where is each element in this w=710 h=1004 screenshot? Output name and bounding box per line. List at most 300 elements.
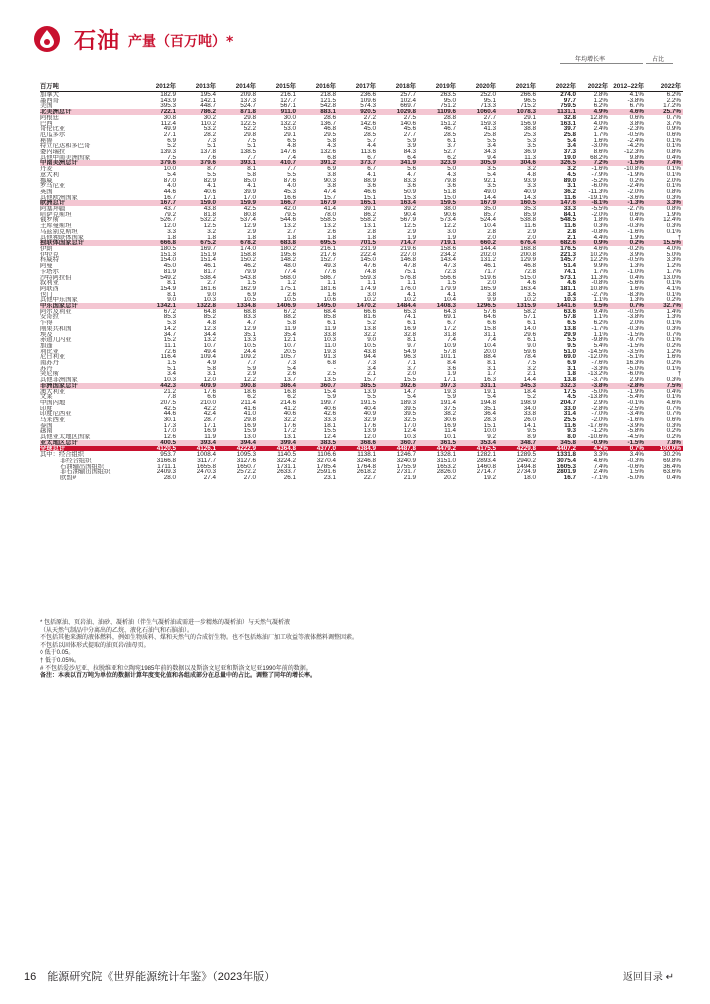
cell-value: 165.9: [480, 285, 496, 292]
cell-value: 2.4%: [593, 126, 608, 132]
cell-value: 189.3: [400, 399, 416, 406]
row-label: 其中：经合组织: [40, 451, 85, 458]
cell-value: 174.9: [360, 285, 376, 292]
column-header: 2021年: [498, 82, 538, 92]
cell-value: 2.6: [287, 291, 296, 298]
cell-value: 34.7: [163, 331, 176, 338]
cell-value: 18.0: [523, 475, 536, 481]
cell-value: 0.1%: [666, 394, 681, 400]
cell-value: 43.7: [163, 206, 176, 212]
cell-value: 660.2: [458, 240, 498, 246]
cell-value: 1.6: [327, 291, 336, 298]
cell-value: -5.0%: [627, 365, 644, 372]
cell-value: 145.7: [560, 257, 576, 264]
cell-value: 537.4: [240, 217, 256, 224]
cell-value: 16.7: [563, 475, 576, 481]
cell-value: 18.1: [323, 422, 336, 429]
cell-value: 49.9: [163, 126, 176, 132]
cell-value: 30.8: [163, 114, 176, 121]
cell-value: 5.8: [207, 365, 216, 372]
cell-value: 52.2: [243, 126, 256, 132]
cell-value: 1282.1: [476, 451, 496, 458]
cell-value: 1060.4: [458, 109, 498, 115]
cell-value: 3.4: [567, 291, 576, 298]
cell-value: 5.0%: [666, 251, 681, 258]
row-label: 挪威: [40, 177, 53, 184]
cell-value: 30.6: [443, 417, 456, 423]
cell-value: 25.3: [523, 131, 536, 138]
cell-value: 129.9: [520, 257, 536, 264]
cell-value: 10.4: [443, 297, 456, 304]
row-label: 欧盟#: [60, 475, 77, 481]
cell-value: 1328.1: [436, 451, 456, 458]
cell-value: 7.8: [167, 394, 176, 400]
cell-value: 71.7: [483, 268, 496, 275]
cell-value: 63.6: [563, 308, 576, 315]
cell-value: 1.6%: [629, 285, 644, 292]
cell-value: 5.7: [367, 137, 376, 144]
row-label: 委内瑞拉: [40, 149, 66, 155]
cell-value: 79.5: [283, 211, 296, 218]
row-label: 中东国家总计: [40, 303, 138, 309]
cell-value: 252.0: [480, 91, 496, 98]
cell-value: 72.8: [523, 268, 536, 275]
cell-value: 257.7: [400, 91, 416, 98]
cell-value: 78.4: [523, 354, 536, 361]
cell-value: 3.5: [527, 291, 536, 298]
cell-value: 2801.9: [556, 469, 576, 476]
cell-value: 1.4%: [666, 308, 681, 315]
cell-value: 1408.3: [418, 303, 458, 309]
row-label: 美国: [40, 103, 53, 110]
cell-value: 10.5: [243, 342, 256, 349]
cell-value: 1.2: [287, 280, 296, 286]
cell-value: 4120.5: [138, 446, 178, 452]
back-to-contents-link[interactable]: [623, 968, 674, 983]
cell-value: 39.9: [243, 188, 256, 195]
row-label: 特立尼达和多巴哥: [40, 143, 91, 150]
cell-value: 29.1: [523, 114, 536, 121]
cell-value: 33.8: [323, 331, 336, 338]
cell-value: 26.0: [523, 417, 536, 423]
page-header: [34, 24, 233, 54]
cell-value: 10.3: [203, 297, 216, 304]
cell-value: †: [677, 371, 681, 378]
cell-value: 18.4: [523, 388, 536, 395]
cell-value: 3.2: [567, 166, 576, 172]
cell-value: 3.3%: [646, 200, 683, 206]
cell-value: 159.5: [418, 200, 458, 206]
cell-value: 305.9: [458, 160, 498, 166]
cell-value: -3.8%: [578, 383, 610, 389]
cell-value: 43.8: [203, 206, 216, 212]
cell-value: 10.0: [483, 428, 496, 435]
cell-value: 9.7: [407, 342, 416, 349]
cell-value: 1078.3: [498, 109, 538, 115]
cell-value: -3.8%: [627, 97, 644, 104]
cell-value: 89.0: [563, 177, 576, 184]
cell-value: 146.8: [400, 257, 416, 264]
cell-value: 7.2%: [578, 160, 610, 166]
row-label: 丹麦: [40, 166, 53, 172]
cell-value: 1.9%: [666, 211, 681, 218]
cell-value: 42.6: [323, 411, 336, 418]
page-title: 石油: [74, 28, 121, 54]
cell-value: 532.2: [200, 217, 216, 224]
cell-value: -1.2%: [591, 428, 608, 435]
cell-value: 4.7: [247, 320, 256, 326]
cell-value: 6.5: [287, 137, 296, 144]
production-table: [40, 82, 683, 481]
cell-value: 4407.2: [538, 446, 578, 452]
cell-value: 36.2: [563, 188, 576, 195]
cell-value: 10.8%: [590, 285, 608, 292]
cell-value: 32.7%: [646, 303, 683, 309]
cell-value: 1.3%: [666, 314, 681, 321]
cell-value: 11.6: [564, 194, 576, 201]
cell-value: 1008.4: [196, 451, 216, 458]
cell-value: 0.1%: [666, 166, 681, 172]
cell-value: 1.2%: [593, 97, 608, 104]
cell-value: 14.1: [523, 422, 536, 429]
cell-value: 4.5: [567, 394, 576, 400]
cell-value: 4.6%: [593, 245, 608, 252]
cell-value: 88.4: [483, 354, 496, 361]
cell-value: 6.2%: [593, 320, 608, 326]
cell-value: 29.1: [283, 131, 296, 138]
row-label: 尼日利亚: [40, 354, 66, 361]
footer-source: 能源研究院《世界能源统计年鉴》（2023年版）: [47, 971, 276, 983]
cell-value: -2.8%: [610, 383, 646, 389]
cell-value: 29.8: [243, 114, 256, 121]
cell-value: 113.6: [360, 149, 376, 155]
cell-value: 36.4%: [663, 463, 681, 470]
row-label: 非洲国家总计: [40, 383, 138, 389]
cell-value: 175.1: [280, 285, 296, 292]
cell-value: 383.5: [298, 440, 338, 446]
cell-value: 6.2%: [666, 91, 681, 98]
cell-value: 17.1: [203, 194, 216, 201]
cell-value: 166.7: [258, 200, 298, 206]
cell-value: 5.5: [207, 171, 216, 178]
cell-value: 33.0: [563, 405, 576, 412]
cell-value: 1.5: [247, 280, 256, 286]
row-label: 其他非洲国家: [40, 377, 78, 383]
cell-value: 25.5: [563, 417, 576, 423]
cell-value: -7.6%: [591, 360, 608, 366]
cell-value: 1653.2: [436, 463, 456, 470]
row-label: 欧洲总计: [40, 200, 138, 206]
table-header-row: [40, 82, 683, 92]
cell-value: 4.0%: [593, 120, 608, 127]
cell-value: 15.7: [323, 194, 336, 201]
cell-value: -1.5%: [627, 331, 644, 338]
cell-value: 393.1: [218, 160, 258, 166]
cell-value: 4.0%: [666, 245, 681, 252]
cell-value: 4.6: [527, 280, 536, 286]
cell-value: 326.5: [538, 160, 578, 166]
cell-value: 1.8%: [593, 217, 608, 224]
cell-value: 42.2: [203, 405, 216, 412]
cell-value: 3.6: [367, 183, 376, 189]
cell-value: 2.0: [487, 234, 496, 241]
cell-value: 3.8: [327, 183, 336, 189]
cell-value: 57.8: [563, 314, 576, 321]
cell-value: -6.0%: [591, 183, 608, 189]
cell-value: 1.7: [487, 371, 496, 378]
cell-value: 1494.8: [516, 463, 536, 470]
cell-value: 202.0: [480, 251, 496, 258]
cell-value: 4.8: [287, 143, 296, 150]
cell-value: 568.0: [280, 274, 296, 281]
cell-value: 80.8: [243, 211, 256, 218]
cell-value: 10.7: [203, 342, 216, 349]
cell-value: 95.1: [483, 97, 496, 104]
cell-value: -1.5%: [610, 160, 646, 166]
cell-value: 100.0%: [646, 446, 683, 452]
cell-value: 194.8: [480, 399, 496, 406]
footnote: † 低于0.05%。: [40, 657, 81, 664]
cell-value: 15.1: [363, 194, 376, 201]
cell-value: 5.2: [167, 143, 176, 150]
cell-value: 3.4: [367, 365, 376, 372]
cell-value: 6.6: [487, 320, 496, 326]
cell-value: 3.0: [447, 228, 456, 235]
cell-value: 13.5: [323, 377, 336, 383]
row-label: 乍得: [40, 320, 53, 326]
cell-value: 3270.4: [316, 458, 336, 464]
cell-value: 13.7: [283, 377, 296, 383]
cell-value: 69.8%: [663, 458, 681, 464]
cell-value: 116.4: [160, 354, 176, 361]
cell-value: 147.6: [280, 149, 296, 155]
cell-value: 2.5: [327, 371, 336, 378]
cell-value: -5.0%: [591, 388, 608, 395]
cell-value: 3.8: [487, 291, 496, 298]
footnote: 不包括其他来源的液体燃料，例如生物质料、煤和天然气的合成衍生物。也不包括炼油厂加工收益等液体燃料调整因素。: [40, 635, 359, 642]
cell-value: 17.6: [203, 388, 216, 395]
footnotes: [40, 620, 670, 681]
cell-value: 101.1: [440, 354, 456, 361]
column-header: 2022年: [646, 82, 683, 92]
cell-value: 217.6: [320, 251, 336, 258]
cell-value: 4229.8: [498, 446, 538, 452]
cell-value: 5.5: [487, 137, 496, 144]
row-label: 马来西亚: [40, 417, 66, 423]
cell-value: 142.1: [200, 97, 216, 104]
cell-value: -1.3%: [610, 200, 646, 206]
cell-value: 53.2: [203, 126, 216, 132]
row-label: 其他欧洲国家: [40, 194, 78, 201]
cell-value: 17.2: [443, 325, 456, 332]
cell-value: 0.1%: [666, 137, 681, 144]
cell-value: 3.1: [567, 365, 576, 372]
cell-value: -3.4%: [627, 411, 644, 418]
cell-value: 7.4%: [646, 160, 683, 166]
cell-value: 162.9: [240, 285, 256, 292]
cell-value: 32.5: [403, 417, 416, 423]
cell-value: 167.7: [138, 200, 178, 206]
cell-value: 5.1: [247, 143, 256, 150]
cell-value: 12.9: [243, 325, 256, 332]
cell-value: 6.9: [247, 291, 256, 298]
row-label: 土库曼斯坦: [40, 223, 72, 229]
cell-value: 6.7%: [629, 103, 644, 110]
cell-value: 1.1: [367, 280, 376, 286]
cell-value: 6.1: [447, 137, 456, 144]
cell-value: 40.6: [323, 405, 336, 412]
cell-value: 81.7: [203, 268, 216, 275]
cell-value: 559.3: [360, 274, 376, 281]
cell-value: 10.5: [283, 297, 296, 304]
row-label: 安哥拉: [40, 314, 59, 321]
cell-value: 13.2: [323, 223, 336, 229]
cell-value: 16.9: [403, 325, 416, 332]
cell-value: 7.3: [287, 360, 296, 366]
cell-value: 10.2: [403, 297, 416, 304]
row-label: 南苏丹: [40, 360, 59, 366]
cell-value: 12.3: [203, 325, 216, 332]
cell-value: 394.4: [218, 440, 258, 446]
cell-value: 30.1: [163, 417, 176, 423]
cell-value: 6.9: [567, 360, 576, 366]
cell-value: 263.5: [440, 91, 456, 98]
row-label: 北美洲总计: [40, 109, 138, 115]
cell-value: 22.7: [363, 475, 376, 481]
cell-value: 32.9: [363, 417, 376, 423]
cell-value: 45.0: [363, 126, 376, 132]
cell-value: 121.5: [320, 97, 336, 104]
cell-value: 81.9: [163, 268, 176, 275]
cell-value: 47.6: [363, 263, 376, 269]
cell-value: 4.3: [327, 143, 336, 150]
cell-value: 11.9: [284, 325, 296, 332]
cell-value: 151.3: [160, 251, 176, 258]
cell-value: 68.8: [243, 308, 256, 315]
cell-value: 1109.6: [418, 109, 458, 115]
cell-value: 159.3: [480, 120, 496, 127]
cell-value: 3.7: [407, 365, 416, 372]
cell-value: 15.1: [483, 422, 496, 429]
cell-value: 18.6: [243, 388, 256, 395]
cell-value: 144.4: [480, 245, 496, 252]
cell-value: 2.4%: [593, 469, 608, 476]
cell-value: 13.3: [243, 337, 256, 343]
cell-value: -0.3%: [627, 458, 644, 464]
cell-value: 28.7: [203, 417, 216, 423]
cell-value: 2409.3: [156, 469, 176, 476]
cell-value: 109.6: [360, 97, 376, 104]
oil-drop-icon: [34, 26, 60, 52]
cell-value: 9.8%: [629, 154, 644, 161]
cell-value: 0.8%: [666, 206, 681, 212]
cell-value: 3.1: [207, 371, 216, 378]
cell-value: 1460.8: [476, 463, 496, 470]
cell-value: 5.4: [287, 365, 296, 372]
cell-value: 216.1: [280, 91, 296, 98]
cell-value: 9.5: [567, 342, 576, 349]
cell-value: 390.8: [218, 383, 258, 389]
cell-value: 2714.7: [476, 469, 496, 476]
cell-value: 8.1: [167, 291, 176, 298]
cell-value: 163.1: [560, 120, 576, 127]
cell-value: 7.5: [527, 360, 536, 366]
cell-value: 1755.9: [396, 463, 416, 470]
cell-value: 109.2: [240, 354, 256, 361]
cell-value: -0.3%: [627, 325, 644, 332]
row-label: 哥伦比亚: [40, 126, 66, 132]
cell-value: 953.7: [160, 451, 176, 458]
cell-value: -3.7%: [591, 377, 608, 383]
cell-value: 90.6: [443, 211, 456, 218]
cell-value: 391.2: [298, 160, 338, 166]
cell-value: 39.1: [363, 206, 376, 212]
cell-value: 85.9: [523, 211, 536, 218]
cell-value: 33.3: [323, 417, 336, 423]
cell-value: 14.4: [483, 194, 496, 201]
column-header: 2015年: [258, 82, 298, 92]
cell-value: 573.4: [440, 217, 456, 224]
row-label: 阿曼: [40, 263, 53, 269]
cell-value: -12.0%: [588, 354, 608, 361]
cell-value: -1.9%: [627, 171, 644, 178]
footnote: 不包括以固体形式提取的油页岩/油母页。: [40, 642, 150, 649]
column-header: 2013年: [178, 82, 218, 92]
footnote: # 不包括爱沙尼亚、拉脱维亚和立陶宛1985年前的数据以及斯洛文尼亚和斯洛文尼亚1990年前的数据。: [40, 665, 312, 672]
column-header: 2014年: [218, 82, 258, 92]
cell-value: 6.2: [447, 154, 456, 161]
cell-value: 10.3: [563, 297, 576, 304]
cell-value: 209.8: [240, 91, 256, 98]
footnote: （从天然气制品中分离出的乙烷、液化石油气和石脑油）。: [40, 627, 194, 634]
cell-value: 3246.8: [356, 458, 376, 464]
cell-value: 27.5: [403, 114, 416, 121]
cell-value: 174.0: [240, 245, 256, 252]
cell-value: 46.2: [243, 263, 256, 269]
cell-value: -3.5%: [627, 348, 644, 355]
cell-value: 167.9: [298, 200, 338, 206]
cell-value: 274.0: [560, 91, 576, 98]
cell-value: 5.9: [407, 137, 416, 144]
cell-value: 195.6: [280, 251, 296, 258]
cell-value: 15.5%: [646, 240, 683, 246]
cell-value: 25.8: [483, 131, 496, 138]
cell-value: 10.4: [483, 342, 496, 349]
cell-value: 12.2%: [590, 257, 608, 264]
cell-value: 52.7: [443, 149, 456, 155]
cell-value: 57.1: [523, 314, 536, 321]
cell-value: 32.8: [403, 331, 416, 338]
cell-value: 5.4: [567, 137, 576, 144]
cell-value: -7.9%: [591, 171, 608, 178]
cell-value: 30.2: [203, 114, 216, 121]
cell-value: 0.7%: [666, 405, 681, 412]
cell-value: 15.0: [443, 194, 456, 201]
cell-value: 1131.1: [538, 109, 578, 115]
cell-value: 0.2%: [666, 428, 681, 435]
row-label: 阿尔及利亚: [40, 308, 72, 315]
cell-value: 1.3%: [629, 297, 644, 304]
cell-value: 53.0: [283, 126, 296, 132]
cell-value: 44.6: [163, 188, 176, 195]
share-group-rule: [646, 63, 673, 64]
cell-value: 32.2: [363, 331, 376, 338]
cell-value: 7.8%: [646, 440, 683, 446]
cell-value: -13.8%: [588, 394, 608, 400]
cell-value: -1.6%: [591, 166, 608, 172]
cell-value: 15.5: [323, 428, 336, 435]
cell-value: -2.3%: [627, 126, 644, 132]
